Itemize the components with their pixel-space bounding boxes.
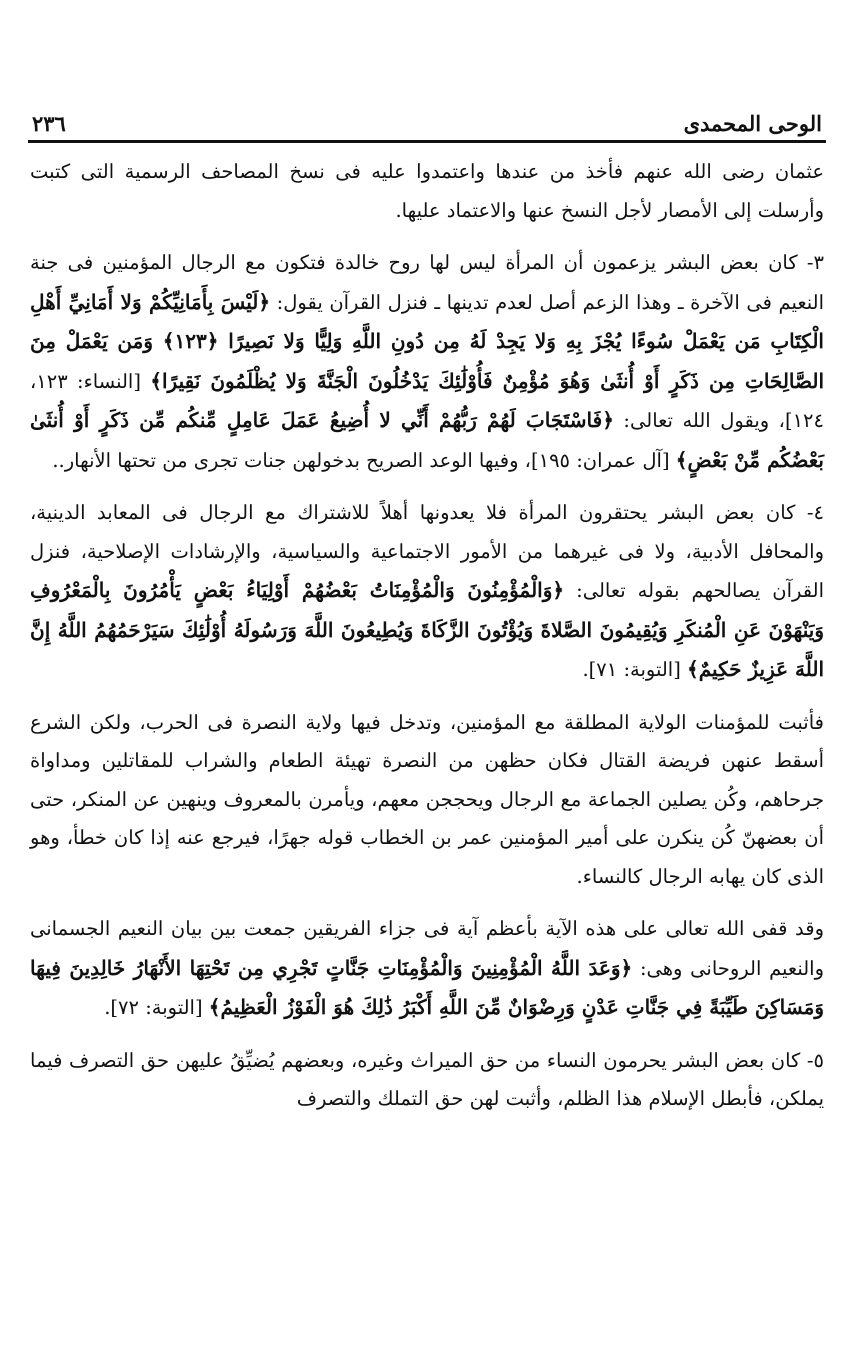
quran-verse: ﴿فَاسْتَجَابَ لَهُمْ رَبُّهُمْ أَنِّي لا أُضِيعُ عَمَلَ عَامِلٍ مِّنكُم مِّن ذَكَرٍ أَوْ أُنثَىٰ بَعْضُكُم مِّنْ بَعْضٍ﴾ <box>30 408 824 472</box>
paragraph-text: [آل عمران: ١٩٥]، وفيها الوعد الصريح بدخولهن جنات تجرى من تحتها الأنهار.. <box>52 448 676 472</box>
page-header <box>28 92 826 143</box>
paragraph-2 <box>28 244 826 480</box>
quran-verse: ﴿وَالْمُؤْمِنُونَ وَالْمُؤْمِنَاتُ بَعْضُهُمْ أَوْلِيَاءُ بَعْضٍ يَأْمُرُونَ بِالْمَعْرُوفِ وَيَنْهَوْنَ عَنِ الْمُنكَرِ وَيُقِيمُونَ الصَّلاةَ وَيُؤْتُونَ الزَّكَاةَ وَيُطِيعُونَ اللَّهَ وَرَسُولَهُ أُوْلَٰئِكَ سَيَرْحَمُهُمُ اللَّهُ إِنَّ اللَّهَ عَزِيزٌ حَكِيمٌ﴾ <box>30 578 824 681</box>
paragraph-3 <box>28 494 826 690</box>
paragraph-text: عثمان رضى الله عنهم فأخذ من عندها واعتمدوا عليه فى نسخ المصاحف الرسمية التى كتبت وأرسلت إلى الأمصار لأجل النسخ عنها والاعتماد عليها. <box>30 160 824 222</box>
verse-citation: [النساء: ١٢٣، ١٢٤]، ويقول الله تعالى: <box>30 369 824 432</box>
paragraph-text: وقد قفى الله تعالى على هذه الآية بأعظم آية فى جزاء الفريقين جمعت بين بيان النعيم الجسمانى والنعيم الروحانى وهى: <box>30 917 824 980</box>
quran-verse: ﴿لَيْسَ بِأَمَانِيِّكُمْ وَلا أَمَانِيِّ أَهْلِ الْكِتَابِ مَن يَعْمَلْ سُوءًا يُجْزَ بِهِ وَلا يَجِدْ لَهُ مِن دُونِ اللَّهِ وَلِيًّا وَلا نَصِيرًا ﴿١٢٣﴾ وَمَن يَعْمَلْ مِنَ الصَّالِحَاتِ مِن ذَكَرٍ أَوْ أُنثَىٰ وَهُوَ مُؤْمِنٌ فَأُوْلَٰئِكَ يَدْخُلُونَ الْجَنَّةَ وَلا يُظْلَمُونَ نَقِيرًا﴾ <box>30 289 825 393</box>
book-page <box>28 92 826 1119</box>
page-number: ٢٣٦ <box>32 111 66 136</box>
paragraph-6 <box>28 1042 826 1119</box>
book-title: الوحى المحمدى <box>683 111 822 136</box>
verse-citation: [التوبة: ٧١]. <box>582 658 688 681</box>
paragraph-4 <box>28 704 826 897</box>
paragraph-text: ٤- كان بعض البشر يحتقرون المرأة فلا يعدونها أهلاً للاشتراك مع الرجال فى المعابد الدينية، والمحافل الأدبية، ولا فى غيرهما من الأمور الاجتماعية والسياسية، والإرشادات الإصلاحية، فنزل القرآن يصالحهم بقوله تعالى: <box>30 501 824 602</box>
paragraph-5 <box>28 910 826 1028</box>
paragraph-text: فأثبت للمؤمنات الولاية المطلقة مع المؤمنين، وتدخل فيها ولاية النصرة فى الحرب، ولكن الشرع أسقط عنهن فريضة القتال فكان حظهن من النصرة تهيئة الطعام والشراب للمقاتلين ومداواة جرحاهم، وكُن يصلين الجماعة مع الرجال ويحججن معهم، ويأمرن بالمعروف وينهين عن المنكر، حتى أن بعضهنّ كُن ينكرن على أمير المؤمنين عمر بن الخطاب قوله جهرًا، فيرجع عنه إذا كان خطأ، وهو الذى كان يهابه الرجال كالنساء. <box>30 710 824 888</box>
quran-verse: ﴿وَعَدَ اللَّهُ الْمُؤْمِنِينَ وَالْمُؤْمِنَاتِ جَنَّاتٍ تَجْرِي مِن تَحْتِهَا الأَنْهَارُ خَالِدِينَ فِيهَا وَمَسَاكِنَ طَيِّبَةً فِي جَنَّاتِ عَدْنٍ وَرِضْوَانٌ مِّنَ اللَّهِ أَكْبَرُ ذَٰلِكَ هُوَ الْفَوْزُ الْعَظِيمُ﴾ <box>30 955 824 1019</box>
verse-citation: [التوبة: ٧٢]. <box>104 996 209 1019</box>
paragraph-text: ٣- كان بعض البشر يزعمون أن المرأة ليس لها روح خالدة فتكون مع الرجال المؤمنين فى جنة النعيم فى الآخرة ـ وهذا الزعم أصل لعدم تدينها ـ فنزل القرآن يقول: <box>30 251 824 314</box>
paragraph-text: ٥- كان بعض البشر يحرمون النساء من حق الميراث وغيره، وبعضهم يُضيِّقُ عليهن حق التصرف فيما يملكن، فأبطل الإسلام هذا الظلم، وأثبت لهن حق التملك والتصرف <box>30 1048 824 1110</box>
paragraph-1 <box>28 153 826 230</box>
